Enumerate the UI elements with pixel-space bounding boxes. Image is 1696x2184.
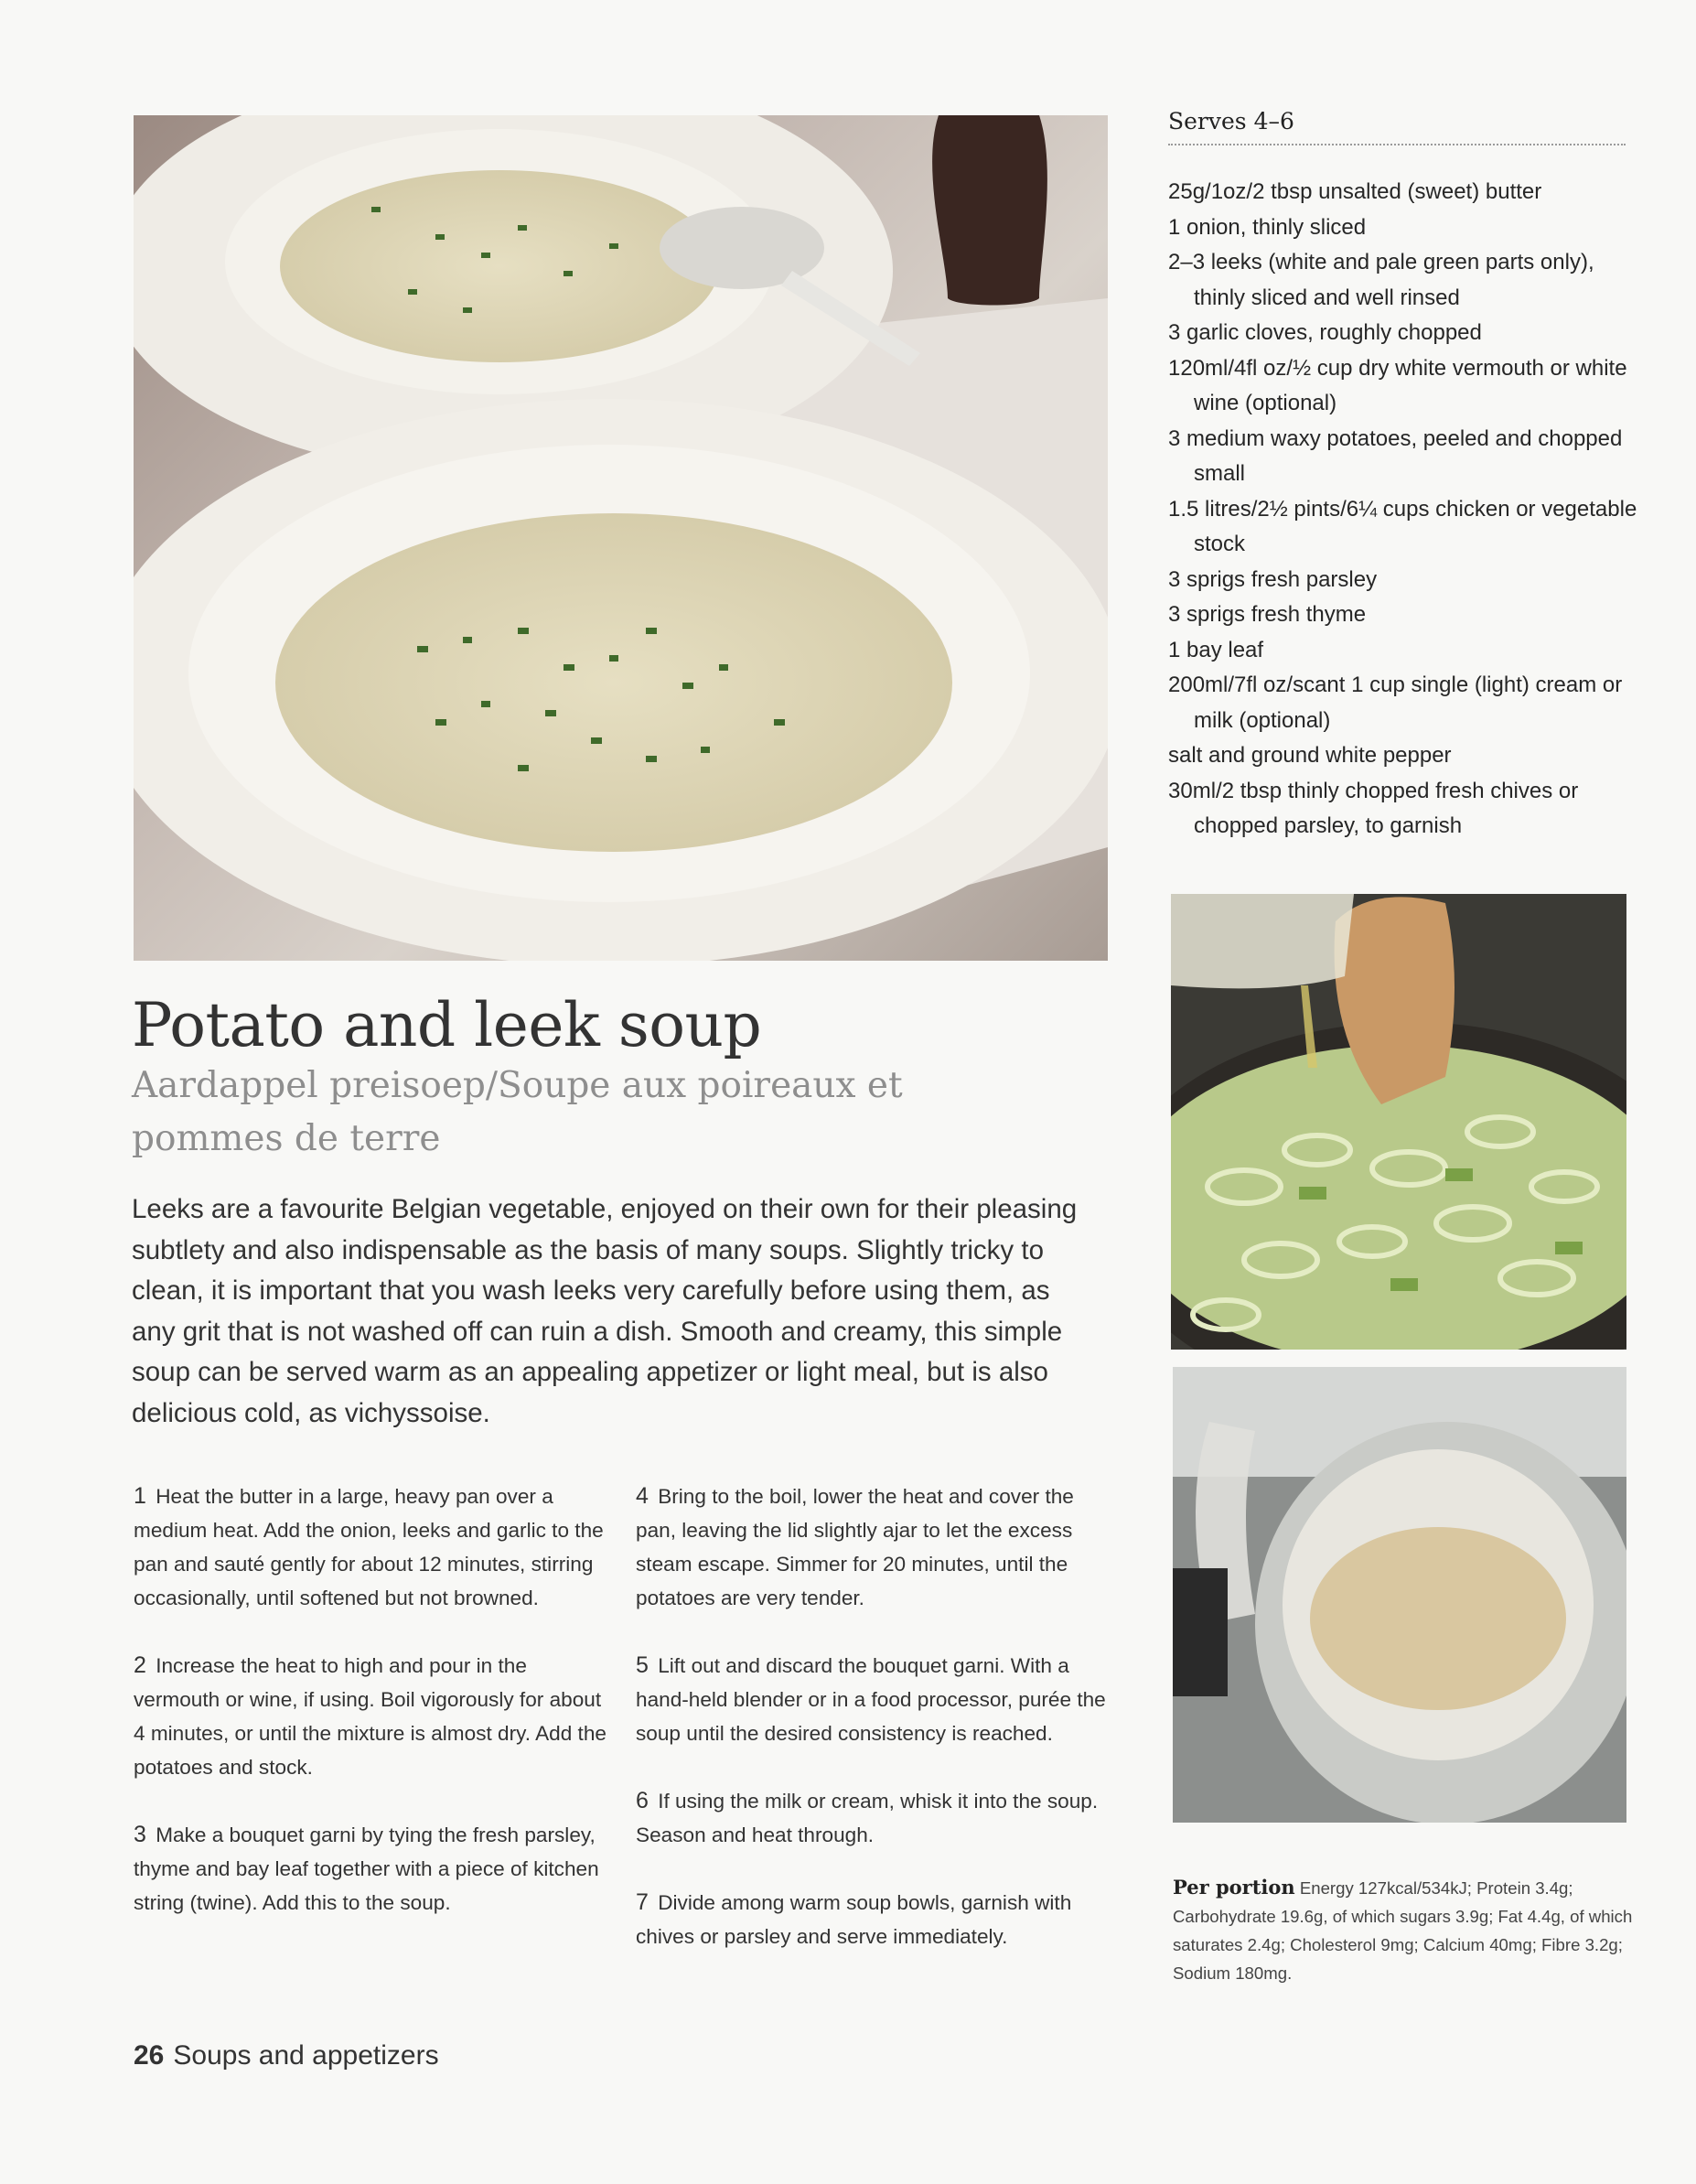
page-footer <box>134 2040 439 2071</box>
ingredient-item: 3 garlic cloves, roughly chopped <box>1168 320 1482 345</box>
method-step <box>134 1818 609 1920</box>
nutrition-text: Energy 127kcal/534kJ; Protein 3.4g; Carbohydrate 19.6g, of which sugars 3.9g; Fat 4.4g, of which saturates 2.4g; Cholesterol 9mg; Calcium 40mg; Fibre 3.2g; Sodium 180mg. <box>1173 1878 1633 1983</box>
method-step <box>636 1886 1111 1953</box>
step-text: Lift out and discard the bouquet garni. With a hand-held blender or in a food processor, purée the soup until the desired consistency is reached. <box>636 1654 1106 1745</box>
method-step <box>636 1649 1111 1750</box>
ingredient-item: 30ml/2 tbsp thinly chopped fresh chives or chopped parsley, to garnish <box>1168 778 1579 838</box>
step-number: 2 <box>134 1652 146 1678</box>
step-number: 3 <box>134 1822 146 1847</box>
recipe-subtitle: Aardappel preisoep/Soupe aux poireaux et pommes de terre <box>132 1065 903 1159</box>
soup-bowls-photo <box>134 115 1108 961</box>
intro-paragraph: Leeks are a favourite Belgian vegetable, enjoyed on their own for their pleasing subtlety and also indispensable as the basis of many soups. Slightly tricky to clean, it is important that you wash leeks very carefully before using them, as any grit that is not washed off can ruin a dish. Smooth and creamy, this simple soup can be served warm as an appealing appetizer or light meal, but is also delicious cold, as vichyssoise. <box>132 1194 1078 1428</box>
step-number: 7 <box>636 1889 649 1915</box>
ingredient-item: 120ml/4fl oz/½ cup dry white vermouth or white wine (optional) <box>1168 355 1627 415</box>
ingredient-item: 3 sprigs fresh parsley <box>1168 566 1378 592</box>
method-column-right <box>636 1479 1111 1987</box>
nutrition-label: Per portion <box>1173 1876 1295 1899</box>
method-step <box>636 1479 1111 1615</box>
section-name: Soups and appetizers <box>173 2040 439 2071</box>
ingredient-item: 200ml/7fl oz/scant 1 cup single (light) cream or milk (optional) <box>1168 672 1623 733</box>
step-number: 6 <box>636 1788 649 1813</box>
ingredient-item: 3 sprigs fresh thyme <box>1168 602 1367 627</box>
step-text: If using the milk or cream, whisk it into the soup. Season and heat through. <box>636 1790 1099 1846</box>
ingredient-item: 1 bay leaf <box>1168 637 1264 662</box>
ingredient-item: 1 onion, thinly sliced <box>1168 214 1367 240</box>
divider <box>1168 144 1626 145</box>
nutrition-info <box>1173 1873 1641 1987</box>
step-text: Increase the heat to high and pour in the vermouth or wine, if using. Boil vigorously for about 4 minutes, or until the mixture is almost dry. Add the potatoes and stock. <box>134 1654 606 1779</box>
ingredient-item: 3 medium waxy potatoes, peeled and chopped small <box>1168 425 1623 486</box>
method-step <box>134 1649 609 1784</box>
step-number: 1 <box>134 1483 146 1509</box>
method-step <box>636 1784 1111 1852</box>
page-number: 26 <box>134 2040 165 2071</box>
recipe-title: Potato and leek soup <box>132 990 762 1060</box>
step-text: Heat the butter in a large, heavy pan over a medium heat. Add the onion, leeks and garlic to the pan and sauté gently for about 12 minutes, stirring occasionally, until softened but not browned. <box>134 1485 604 1609</box>
ingredient-item: 1.5 litres/2½ pints/6¼ cups chicken or vegetable stock <box>1168 496 1637 556</box>
blender-jug-photo <box>1173 1367 1626 1823</box>
step-text: Make a bouquet garni by tying the fresh parsley, thyme and bay leaf together with a piece of kitchen string (twine). Add this to the soup. <box>134 1824 599 1914</box>
serves-heading: Serves 4–6 <box>1168 108 1294 134</box>
ingredient-item: 2–3 leeks (white and pale green parts only), thinly sliced and well rinsed <box>1168 250 1594 310</box>
step-text: Bring to the boil, lower the heat and cover the pan, leaving the lid slightly ajar to let the excess steam escape. Simmer for 20 minutes, until the potatoes are very tender. <box>636 1485 1074 1609</box>
leeks-in-pan-photo <box>1171 894 1626 1350</box>
step-number: 5 <box>636 1652 649 1678</box>
step-text: Divide among warm soup bowls, garnish with chives or parsley and serve immediately. <box>636 1891 1072 1948</box>
step-number: 4 <box>636 1483 649 1509</box>
ingredient-item: 25g/1oz/2 tbsp unsalted (sweet) butter <box>1168 179 1542 204</box>
ingredients-list <box>1168 175 1644 845</box>
method-column-left <box>134 1479 609 1953</box>
method-step <box>134 1479 609 1615</box>
ingredient-item: salt and ground white pepper <box>1168 743 1452 768</box>
